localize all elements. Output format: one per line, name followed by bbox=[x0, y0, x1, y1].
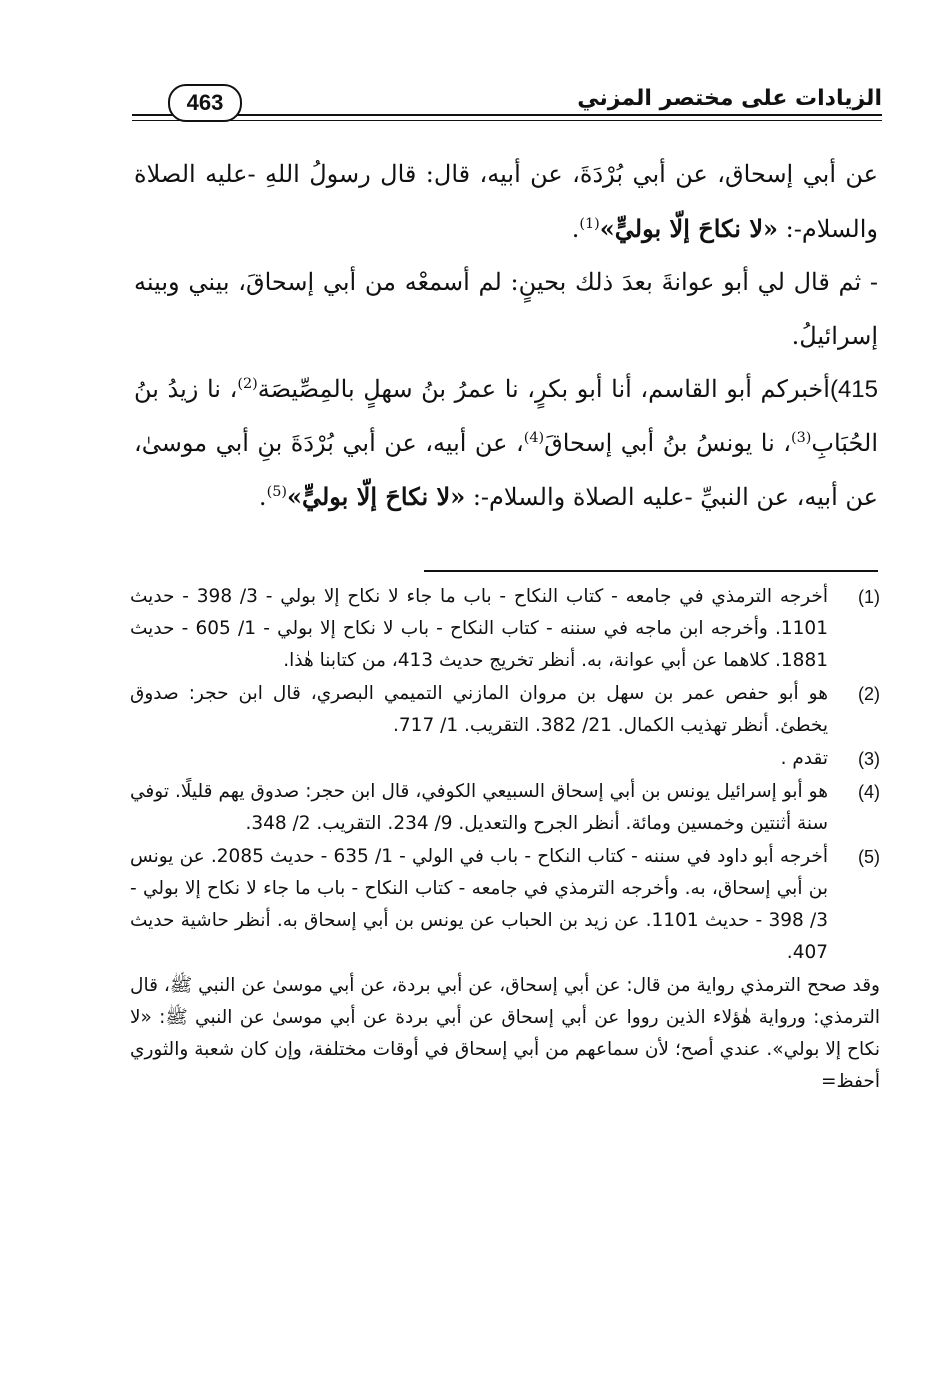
header-rule bbox=[132, 114, 882, 116]
paragraph bbox=[134, 256, 878, 363]
footnote-text: هو أبو حفص عمر بن سهل بن مروان المازني التميمي البصري، قال ابن حجر: صدوق يخطئ. أنظر تهذيب الكمال. 21/ 382. التقريب. 1/ 717. bbox=[130, 683, 828, 736]
footnote-text: هو أبو إسرائيل يونس بن أبي إسحاق السبيعي الكوفي، قال ابن حجر: صدوق يهم قليلًا. توفي سنة أثنتين وخمسين ومائة. أنظر الجرح والتعديل. 9/ 234. التقريب. 2/ 348. bbox=[130, 781, 828, 834]
footnote-number: (3) bbox=[857, 749, 880, 769]
footnote-number: (2) bbox=[857, 684, 880, 704]
footnote-ref: (3) bbox=[790, 429, 812, 446]
footnote-number: (5) bbox=[857, 847, 880, 867]
footnote-text: تقدم . bbox=[780, 748, 828, 769]
header-rule-thin bbox=[132, 120, 882, 121]
footnote bbox=[130, 581, 880, 677]
paragraph bbox=[134, 148, 878, 256]
numbered-hadith bbox=[134, 363, 878, 525]
footnote bbox=[130, 776, 880, 840]
footnote-ref: (2) bbox=[237, 376, 258, 392]
paragraph-text: ، نا يونسُ بنُ أبي إسحاقَ bbox=[544, 428, 791, 457]
paragraph-end: . bbox=[258, 483, 267, 511]
footnote-text: أخرجه الترمذي في جامعه - كتاب النكاح - باب ما جاء لا نكاح إلا بولي - 3/ 398 - حديث 1101. وأخرجه ابن ماجه في سننه - كتاب النكاح - باب لا نكاح إلا بولي - 1/ 605 - حديث 1881. كلاهما عن أبي عوانة، به. أنظر تخريج حديث 413، من كتابنا هٰذا. bbox=[130, 586, 828, 671]
footnote-ref: (1) bbox=[579, 215, 600, 232]
footnote-continuation: وقد صحح الترمذي رواية من قال: عن أبي إسحاق، عن أبي بردة، عن أبي موسىٰ عن النبي ﷺ، قال الترمذي: ورواية هٰؤلاء الذين رووا عن أبي إسحاق عن أبي بردة عن أبي موسىٰ عن النبي ﷺ: «لا نكاح إلا بولي». عندي أصح؛ لأن سماعهم من أبي إسحاق في أوقات مختلفة، وإن كان شعبة والثوري أحفظ= bbox=[130, 975, 880, 1092]
page-header bbox=[132, 84, 882, 124]
paragraph-text: أخبركم أبو القاسم، أنا أبو بكرٍ، نا عمرُ بنُ سهلٍ بالمِصِّيصَة bbox=[257, 375, 830, 403]
hadith-quote: «لا نكاحَ إلّا بوليٍّ» bbox=[599, 213, 779, 243]
footnote-separator bbox=[424, 570, 878, 572]
footnotes bbox=[130, 581, 880, 1098]
page-number: 463 bbox=[168, 84, 242, 122]
paragraph-text: عن أبي إسحاق، عن أبي بُرْدَةَ، عن أبيه، قال: قال رسولُ اللهِ -عليه الصلاة والسلام-: bbox=[134, 160, 878, 243]
footnote bbox=[130, 678, 880, 742]
running-title: الزيادات على مختصر المزني bbox=[577, 86, 882, 111]
paragraph-text: - ثم قال لي أبو عوانةَ بعدَ ذلك بحينٍ: لم أسمعْه من أبي إسحاقَ، بيني وبينه إسرائيلُ. bbox=[134, 268, 878, 350]
footnote bbox=[130, 841, 880, 969]
footnote-number: (1) bbox=[857, 587, 880, 607]
footnote-text: أخرجه أبو داود في سننه - كتاب النكاح - باب في الولي - 1/ 635 - حديث 2085. عن يونس بن أبي إسحاق، به. وأخرجه الترمذي في جامعه - كتاب النكاح - باب ما جاء لا نكاح إلا بولي - 3/ 398 - حديث 1101. عن زيد بن الحباب عن يونس بن أبي إسحاق به. أنظر حاشية حديث 407. bbox=[130, 846, 829, 963]
paragraph-text: ، عن أبيه، عن أبي بُرْدَةَ بنِ أبي موسىٰ، عن أبيه، عن النبيِّ -عليه الصلاة والسلام-: bbox=[134, 428, 878, 511]
paragraph-text: ، نا زيدُ بنُ الحُبَابِ bbox=[134, 375, 878, 457]
paragraph-end: . bbox=[571, 214, 580, 243]
footnote bbox=[130, 743, 880, 775]
hadith-quote: «لا نكاحَ إلّا بوليٍّ» bbox=[286, 482, 466, 511]
footnote-ref: (5) bbox=[266, 484, 287, 500]
footnote-ref: (4) bbox=[523, 429, 545, 446]
main-text bbox=[134, 148, 878, 525]
footnote-number: (4) bbox=[857, 782, 880, 802]
hadith-number: 415) bbox=[829, 376, 878, 403]
